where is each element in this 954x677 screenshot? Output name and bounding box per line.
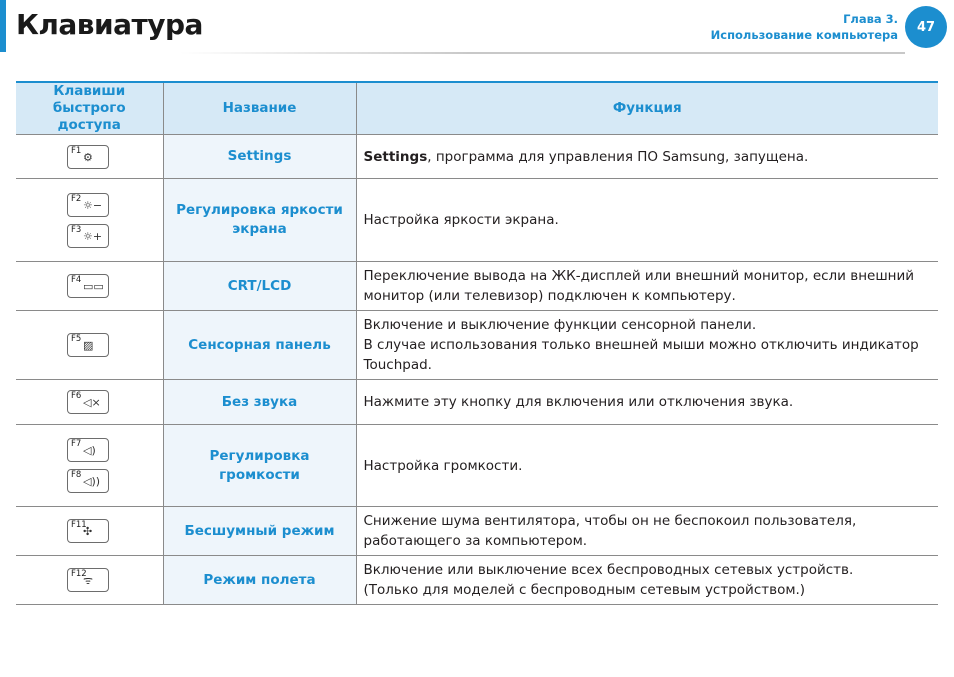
- description-line: Настройка яркости экрана.: [363, 212, 559, 228]
- key-cap: [67, 333, 109, 357]
- description-line: (Только для моделей с беспроводным сетевым устройством.): [363, 582, 806, 598]
- description-line: Снижение шума вентилятора, чтобы он не беспокоил пользователя, работающего за компьютером.: [363, 513, 857, 549]
- table-row: [16, 179, 938, 262]
- function-description: [356, 179, 938, 262]
- table-row: [16, 380, 938, 425]
- function-name: Режим полета: [163, 556, 356, 605]
- hotkey-cell: [16, 556, 163, 605]
- description-text: , программа для управления ПО Samsung, запущена.: [427, 148, 809, 165]
- key-label: F6: [71, 391, 82, 401]
- function-description: [356, 556, 938, 605]
- table-row: [16, 135, 938, 179]
- key-label: F3: [71, 224, 82, 235]
- table-row: [16, 262, 938, 311]
- key-label: F12: [71, 569, 87, 579]
- section-label: Использование компьютера: [710, 28, 898, 42]
- chapter-info: [711, 11, 898, 43]
- function-description: [356, 507, 938, 556]
- column-header-name: Название: [163, 82, 356, 135]
- description-line: Включение или выключение всех беспроводных сетевых устройств.: [363, 562, 854, 578]
- description-line: Нажмите эту кнопку для включения или отключения звука.: [363, 394, 794, 410]
- key-label: F5: [71, 334, 82, 344]
- hotkey-cell: [16, 135, 163, 179]
- volume-up-icon: ◁)): [83, 475, 101, 488]
- key-label: F7: [71, 439, 82, 449]
- table-row: [16, 556, 938, 605]
- page-number-badge: 47: [905, 6, 947, 48]
- header-divider: [180, 52, 905, 54]
- key-cap: [67, 438, 109, 462]
- key-cap: [67, 568, 109, 592]
- function-description: [356, 311, 938, 380]
- function-name: Регулировка громкости: [163, 425, 356, 507]
- wireless-icon: ᯤ: [83, 574, 94, 587]
- table-row: [16, 311, 938, 380]
- touchpad-icon: ▨: [83, 339, 94, 352]
- key-cap: [67, 274, 109, 298]
- column-header-keys: Клавиши быстрого доступа: [16, 82, 163, 135]
- function-name: Регулировка яркости экрана: [163, 179, 356, 262]
- key-label: F4: [71, 275, 82, 285]
- function-description: [356, 262, 938, 311]
- key-cap: [67, 390, 109, 414]
- key-cap: [67, 469, 109, 493]
- key-label: F2: [71, 193, 82, 204]
- page-title: Клавиатура: [16, 8, 203, 41]
- description-bold: Settings: [363, 148, 428, 165]
- column-header-function: Функция: [356, 82, 938, 135]
- table-row: [16, 425, 938, 507]
- table-header-row: [16, 82, 938, 135]
- function-name: Без звука: [163, 380, 356, 425]
- chapter-label: Глава 3.: [843, 12, 898, 26]
- function-name: CRT/LCD: [163, 262, 356, 311]
- hotkey-cell: [16, 507, 163, 556]
- description-line: В случае использования только внешней мыши можно отключить индикатор Touchpad.: [363, 337, 919, 373]
- function-description: [356, 380, 938, 425]
- function-name: Бесшумный режим: [163, 507, 356, 556]
- settings-gear-icon: ⚙: [83, 150, 93, 164]
- brightness-up-icon: ☼+: [83, 229, 103, 243]
- description-line: Включение и выключение функции сенсорной панели.: [363, 317, 757, 333]
- function-name: Settings: [163, 135, 356, 179]
- hotkey-cell: [16, 425, 163, 507]
- display-switch-icon: ▭▭: [83, 280, 104, 293]
- function-description: [356, 425, 938, 507]
- key-label: F8: [71, 470, 82, 480]
- hotkeys-table: [16, 81, 938, 605]
- hotkey-cell: [16, 380, 163, 425]
- volume-down-icon: ◁): [83, 444, 96, 457]
- hotkey-cell: [16, 311, 163, 380]
- fan-icon: ✣: [83, 525, 93, 538]
- key-label: F1: [71, 145, 82, 156]
- brightness-down-icon: ☼−: [83, 198, 103, 212]
- key-label: F11: [71, 520, 87, 530]
- key-cap: [67, 224, 109, 248]
- description-line: Переключение вывода на ЖК-дисплей или внешний монитор, если внешний монитор (или телевизор) подключен к компьютеру.: [363, 268, 915, 304]
- key-cap: [67, 519, 109, 543]
- key-cap: [67, 145, 109, 169]
- function-name: Сенсорная панель: [163, 311, 356, 380]
- key-cap: [67, 193, 109, 217]
- hotkey-cell: [16, 179, 163, 262]
- hotkey-cell: [16, 262, 163, 311]
- description-line: [364, 147, 931, 167]
- mute-icon: ◁×: [83, 396, 101, 409]
- header-accent-bar: [0, 0, 6, 52]
- function-description: [356, 135, 938, 179]
- description-line: Настройка громкости.: [363, 457, 523, 474]
- table-row: [16, 507, 938, 556]
